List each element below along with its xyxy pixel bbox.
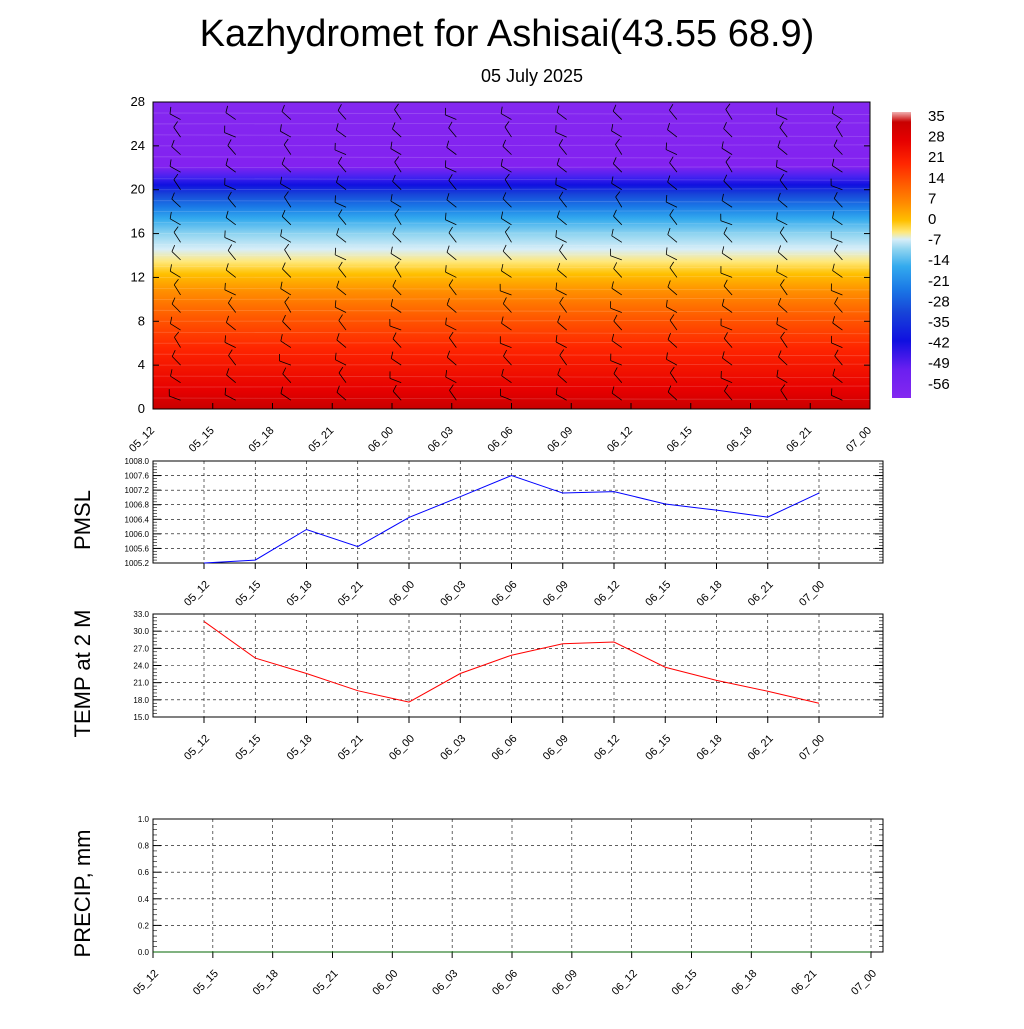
chart-title: Kazhydromet for Ashisai(43.55 68.9): [200, 13, 815, 55]
colorbar-label: 14: [928, 170, 945, 187]
colorbar-label: -7: [928, 232, 941, 249]
x-tick-label: 06_12: [605, 425, 635, 455]
colorbar-label: 28: [928, 129, 945, 146]
y-tick-label: 1007.2: [125, 486, 150, 495]
x-tick-label: 06_06: [490, 733, 520, 763]
x-tick-label: 06_15: [665, 425, 695, 455]
wind-barb-flag: [666, 143, 667, 150]
colorbar-label: -21: [928, 273, 950, 290]
precip-panel: [70, 815, 883, 998]
y-tick-label: 24: [131, 138, 145, 153]
x-tick-label: 06_09: [550, 968, 580, 998]
colorbar-label: -14: [928, 252, 950, 269]
x-tick-label: 05_15: [187, 425, 217, 455]
colorbar-label: -28: [928, 293, 950, 310]
y-tick-label: 28: [131, 94, 145, 109]
y-tick-label: 1005.2: [125, 559, 150, 568]
x-tick-label: 05_21: [336, 733, 366, 763]
y-tick-label: 15.0: [133, 713, 149, 722]
x-tick-label: 05_18: [247, 425, 277, 455]
x-tick-label: 06_15: [643, 733, 673, 763]
x-tick-label: 06_03: [438, 579, 468, 609]
x-tick-label: 05_15: [233, 733, 263, 763]
x-tick-label: 06_09: [545, 425, 575, 455]
colorbar-label: -49: [928, 355, 950, 372]
x-tick-label: 07_00: [849, 968, 879, 998]
y-tick-label: 1005.6: [125, 544, 150, 553]
x-tick-label: 06_18: [695, 579, 725, 609]
y-tick-label: 21.0: [133, 679, 149, 688]
x-tick-label: 06_09: [541, 733, 571, 763]
cross-section-panel: [127, 94, 874, 455]
x-tick-label: 06_18: [695, 733, 725, 763]
y-tick-label: 0.6: [138, 868, 150, 877]
x-tick-label: 06_06: [490, 579, 520, 609]
y-axis-label: TEMP at 2 M: [70, 610, 95, 738]
y-tick-label: 1006.4: [125, 515, 150, 524]
x-tick-label: 05_21: [311, 968, 341, 998]
colorbar-label: 35: [928, 108, 945, 125]
temp2m-panel: [70, 610, 883, 763]
x-tick-label: 05_21: [306, 425, 336, 455]
wind-barb-flag: [445, 213, 446, 220]
y-tick-label: 1006.0: [125, 530, 150, 539]
pmsl-panel: [70, 457, 883, 609]
y-tick-label: 0.4: [138, 895, 150, 904]
colorbar-label: 0: [928, 211, 936, 228]
y-tick-label: 1007.6: [125, 472, 150, 481]
x-tick-label: 06_00: [387, 733, 417, 763]
x-tick-label: 05_12: [131, 968, 161, 998]
plot-area: [153, 819, 883, 952]
x-tick-label: 05_15: [191, 968, 221, 998]
wind-barb-flag: [335, 248, 336, 255]
x-tick-label: 06_15: [643, 579, 673, 609]
x-tick-label: 07_00: [844, 425, 874, 455]
x-tick-label: 06_03: [438, 733, 468, 763]
colorbar-scale: [892, 112, 911, 398]
x-tick-label: 06_21: [789, 968, 819, 998]
colorbar-label: -42: [928, 335, 950, 352]
x-tick-label: 05_12: [182, 733, 212, 763]
x-tick-label: 07_00: [797, 579, 827, 609]
x-tick-label: 06_00: [370, 968, 400, 998]
x-tick-label: 06_12: [592, 579, 622, 609]
y-tick-label: 12: [131, 269, 145, 284]
x-tick-label: 06_21: [746, 733, 776, 763]
x-tick-label: 06_03: [430, 968, 460, 998]
y-tick-label: 0.8: [138, 842, 150, 851]
y-tick-label: 1008.0: [125, 457, 150, 466]
y-tick-label: 0.0: [138, 948, 150, 957]
colorbar-label: 21: [928, 149, 945, 166]
x-tick-label: 07_00: [797, 733, 827, 763]
chart-subtitle: 05 July 2025: [481, 66, 583, 86]
x-tick-label: 06_21: [746, 579, 776, 609]
x-tick-label: 06_18: [729, 968, 759, 998]
colorbar-label: 7: [928, 190, 936, 207]
x-tick-label: 05_18: [285, 733, 315, 763]
wind-barb-flag: [225, 283, 226, 290]
x-tick-label: 05_18: [251, 968, 281, 998]
x-tick-label: 06_03: [426, 425, 456, 455]
y-axis-label: PMSL: [70, 490, 95, 550]
y-tick-label: 33.0: [133, 610, 149, 619]
y-tick-label: 1006.8: [125, 501, 150, 510]
x-tick-label: 06_18: [725, 425, 755, 455]
colorbar: [892, 108, 950, 398]
y-tick-label: 18.0: [133, 696, 149, 705]
y-tick-label: 16: [131, 226, 145, 241]
x-tick-label: 06_09: [541, 579, 571, 609]
x-tick-label: 06_15: [670, 968, 700, 998]
x-tick-label: 06_06: [486, 425, 516, 455]
y-tick-label: 1.0: [138, 815, 150, 824]
y-tick-label: 4: [138, 357, 145, 372]
y-tick-label: 20: [131, 182, 145, 197]
x-tick-label: 06_21: [784, 425, 814, 455]
x-tick-label: 06_06: [490, 968, 520, 998]
x-tick-label: 05_12: [127, 425, 157, 455]
y-tick-label: 0.2: [138, 921, 150, 930]
x-tick-label: 06_12: [592, 733, 622, 763]
x-tick-label: 06_12: [610, 968, 640, 998]
y-tick-label: 27.0: [133, 644, 149, 653]
y-tick-label: 8: [138, 313, 145, 328]
wind-barb-flag: [556, 178, 557, 185]
y-tick-label: 30.0: [133, 627, 149, 636]
y-axis-label: PRECIP, mm: [70, 830, 95, 958]
colorbar-label: -35: [928, 314, 950, 331]
x-tick-label: 06_00: [366, 425, 396, 455]
y-tick-label: 0: [138, 401, 145, 416]
x-tick-label: 05_15: [233, 579, 263, 609]
colorbar-label: -56: [928, 376, 950, 393]
plot-area: [153, 461, 883, 563]
wind-barb-flag: [776, 107, 777, 114]
x-tick-label: 06_00: [387, 579, 417, 609]
y-tick-label: 24.0: [133, 662, 149, 671]
x-tick-label: 05_21: [336, 579, 366, 609]
x-tick-label: 05_18: [285, 579, 315, 609]
x-tick-label: 05_12: [182, 579, 212, 609]
